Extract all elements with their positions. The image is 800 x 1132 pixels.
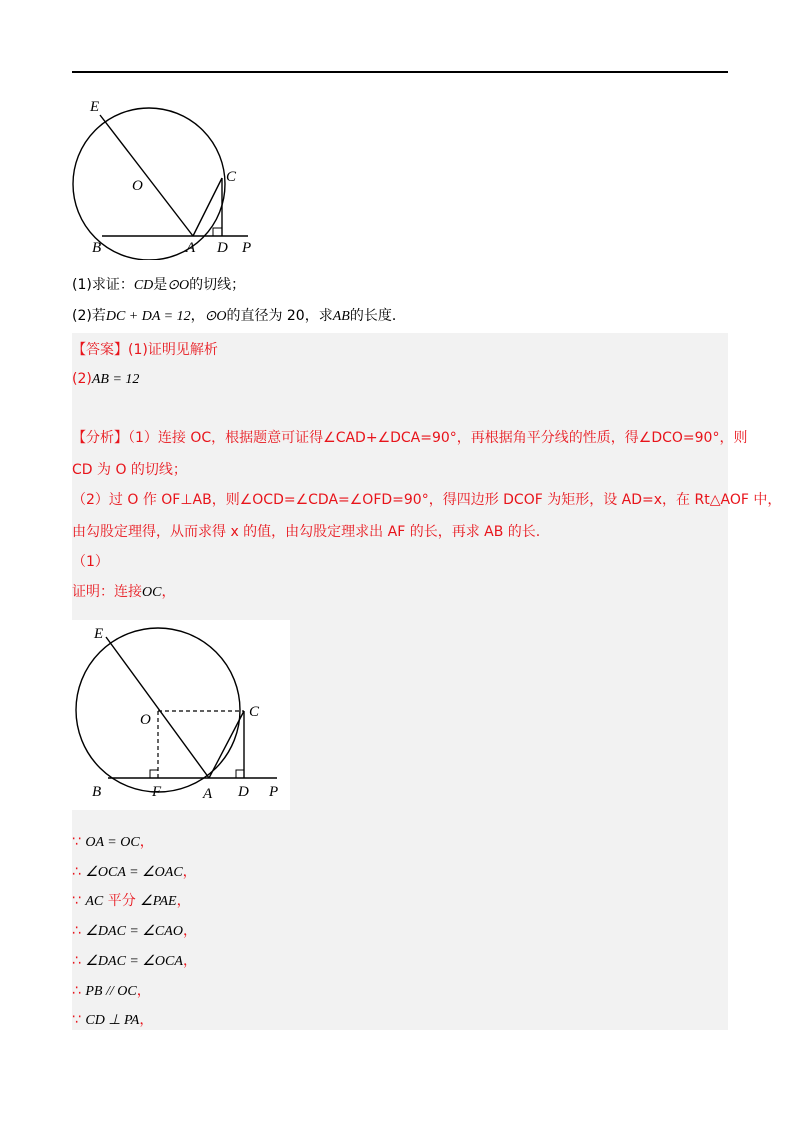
q2-ab: AB	[332, 309, 350, 324]
step-1-symbol: ∵	[72, 834, 81, 850]
step-5-symbol: ∴	[72, 953, 81, 969]
answer-2-expr: AB = 12	[91, 372, 140, 387]
q1-suffix: 的切线；	[189, 277, 246, 293]
step-2-expr: ∠OCA = ∠OAC	[85, 865, 183, 880]
analysis-line-4	[72, 522, 540, 542]
step-6-symbol: ∴	[72, 983, 81, 999]
step-4-tail: ，	[182, 923, 197, 939]
label-b-2: B	[92, 784, 102, 800]
solution-part-label: （1）	[72, 554, 109, 570]
right-angle-mark	[213, 228, 222, 236]
step-6-tail: ，	[136, 983, 151, 999]
step-6-expr: PB // OC	[85, 984, 137, 999]
q1-mid: 是	[153, 277, 168, 293]
label-d-2: D	[238, 784, 249, 800]
step-4-expr: ∠DAC = ∠CAO	[85, 924, 183, 939]
answer-line-1	[72, 340, 218, 360]
analysis-text-4: 由勾股定理得，从而求得 x 的值，由勾股定理求出 AF 的长，再求 AB 的长.	[72, 524, 541, 540]
chord-ac	[193, 178, 222, 236]
answer-tag: 【答案】	[72, 342, 128, 358]
circle-o	[73, 108, 225, 260]
label-o-2: O	[140, 712, 151, 728]
diameter-ea	[100, 115, 193, 236]
question-2	[72, 306, 406, 327]
step-4-symbol: ∴	[72, 923, 81, 939]
answer-2-prefix: (2)	[72, 371, 92, 387]
step-5-expr: ∠DAC = ∠OCA	[85, 954, 183, 969]
question-1	[72, 275, 245, 296]
q2-suffix: 的长度．	[349, 308, 406, 324]
step-3-expr2: ∠PAE	[140, 894, 177, 909]
q1-cd: CD	[133, 278, 154, 293]
analysis-text-1: （1）连接 OC，根据题意可证得∠CAD+∠DCA=90°，再根据角平分线的性质，得∠DCO=90°，则	[128, 430, 748, 446]
analysis-tag: 【分析】	[72, 430, 128, 446]
label-a: A	[186, 240, 196, 256]
step-3-expr: AC	[85, 894, 104, 909]
step-3-mid: 平分	[103, 893, 141, 909]
step-1-tail: ，	[139, 834, 154, 850]
step-3-symbol: ∵	[72, 893, 81, 909]
label-c: C	[226, 169, 237, 185]
step-2-symbol: ∴	[72, 864, 81, 880]
proof-start	[72, 582, 175, 603]
analysis-text-3: （2）过 O 作 OF⊥AB，则∠OCD=∠CDA=∠OFD=90°，得四边形 DCOF 为矩形，设 AD=x，在 Rt△AOF 中，	[72, 492, 782, 508]
label-p: P	[242, 240, 252, 256]
q2-mid1: ，	[190, 308, 205, 324]
header-rule	[72, 71, 728, 73]
analysis-text-2: CD 为 O 的切线；	[72, 462, 187, 478]
q2-prefix: (2)若	[72, 308, 106, 324]
step-5-tail: ，	[182, 953, 197, 969]
label-a-2: A	[203, 786, 213, 802]
label-d: D	[217, 240, 228, 256]
label-o: O	[132, 178, 143, 194]
right-angle-mark-f	[150, 770, 158, 778]
step-7-expr: CD ⊥ PA	[85, 1013, 140, 1028]
q1-circle: ⊙O	[167, 278, 190, 293]
analysis-line-1	[72, 428, 747, 448]
q2-expr: DC + DA = 12	[105, 309, 191, 324]
analysis-line-3	[72, 490, 781, 510]
label-e-2: E	[94, 626, 104, 642]
proof-step-4	[72, 921, 197, 942]
step-2-tail: ，	[182, 864, 197, 880]
proof-step-6	[72, 981, 151, 1002]
label-c-2: C	[249, 704, 260, 720]
q2-circle: ⊙O	[204, 309, 227, 324]
proof-step-2	[72, 862, 197, 883]
proof-step-7	[72, 1010, 153, 1031]
step-3-tail: ，	[176, 893, 191, 909]
right-angle-mark-d	[236, 770, 244, 778]
answer-line-2	[72, 369, 139, 390]
label-b: B	[92, 240, 102, 256]
analysis-line-2	[72, 460, 187, 480]
proof-prefix: 证明：连接	[72, 584, 142, 600]
proof-step-1	[72, 832, 154, 853]
label-f-2: F	[152, 784, 162, 800]
step-7-tail: ，	[139, 1012, 154, 1028]
q1-prefix: (1)求证：	[72, 277, 134, 293]
figure-circle-tangent	[60, 95, 270, 260]
proof-suffix: ，	[161, 584, 176, 600]
q2-mid2: 的直径为 20，求	[226, 308, 333, 324]
figure-circle-construction	[72, 620, 290, 810]
proof-step-5	[72, 951, 197, 972]
step-7-symbol: ∵	[72, 1012, 81, 1028]
proof-step-3	[72, 891, 191, 912]
label-e: E	[90, 99, 100, 115]
answer-1: (1)证明见解析	[128, 342, 218, 358]
label-p-2: P	[269, 784, 279, 800]
step-1-expr: OA = OC	[85, 835, 140, 850]
chord-ac-2	[209, 711, 244, 778]
proof-oc: OC	[142, 585, 162, 600]
solution-part-1	[72, 552, 109, 572]
